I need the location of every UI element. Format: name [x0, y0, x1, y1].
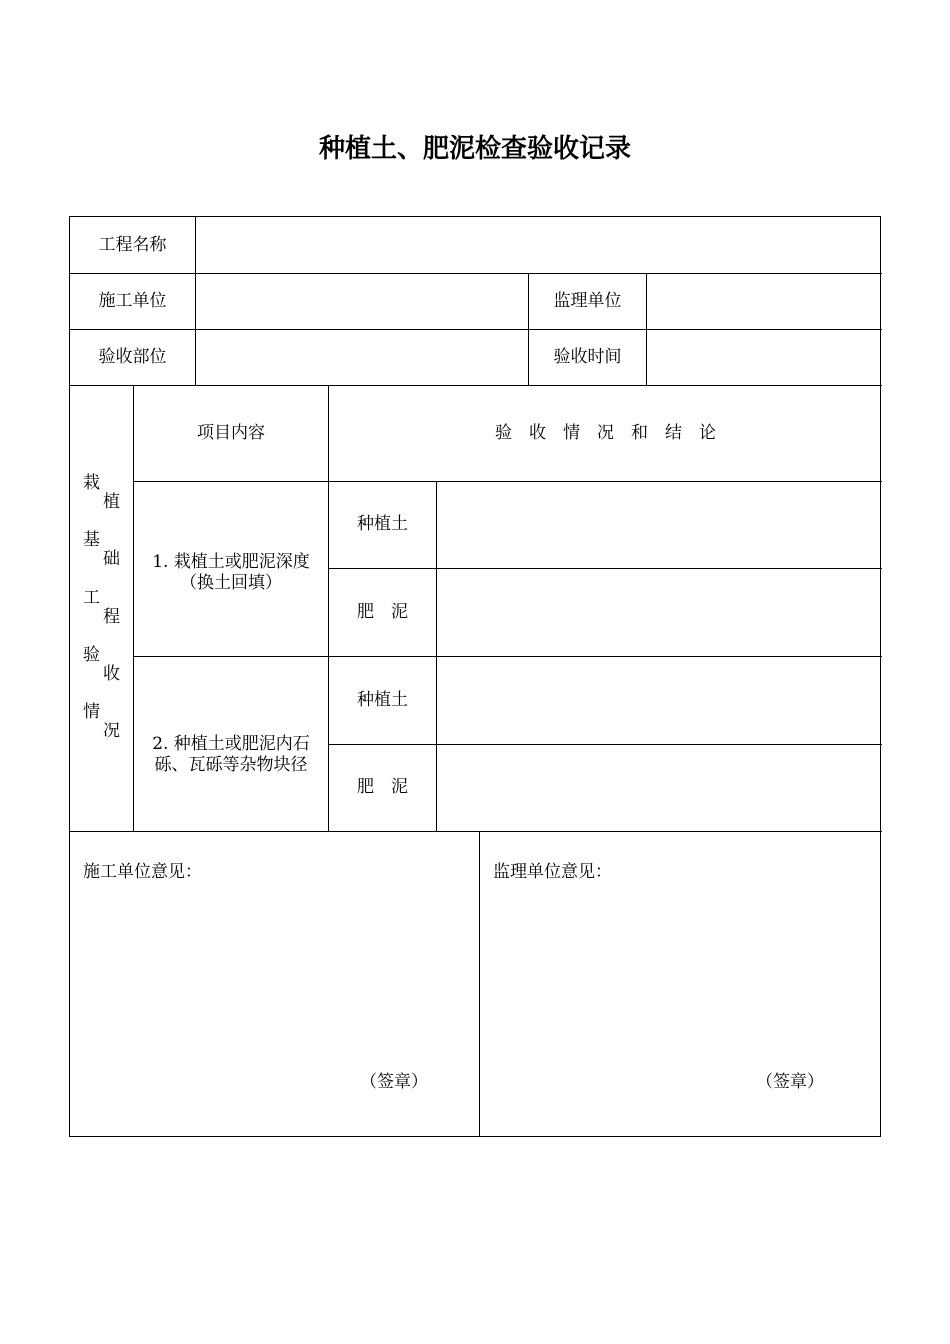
item-2-sub-a-result[interactable] — [437, 656, 882, 744]
side-label-char: 基 — [83, 530, 100, 550]
side-label-char: 况 — [103, 721, 120, 741]
side-label-char: 验 — [83, 645, 100, 665]
item-1-name-line1: 1. 栽植土或肥泥深度 — [152, 552, 310, 573]
side-label-char: 收 — [103, 664, 120, 684]
item-2-name-line2: 砾、瓦砾等杂物块径 — [154, 754, 308, 775]
item-2-sub-b-label: 肥 泥 — [357, 777, 408, 798]
col-divider — [479, 831, 480, 1137]
supervisor-opinion-label: 监理单位意见： — [493, 862, 612, 882]
item-1-sub-b-result[interactable] — [437, 568, 882, 656]
supervisor-label: 监理单位 — [553, 290, 622, 311]
item-2-name — [134, 656, 328, 831]
contractor-seal: （签章） — [360, 1072, 428, 1092]
contractor-opinion-label: 施工单位意见： — [83, 862, 202, 882]
contractor-label: 施工单位 — [98, 290, 167, 311]
supervisor-seal: （签章） — [756, 1072, 824, 1092]
side-label-char: 植 — [103, 492, 120, 512]
item-1-sub-b-label: 肥 泥 — [357, 601, 408, 622]
item-1-sub-a-label: 种植土 — [357, 514, 408, 535]
side-label-char: 情 — [83, 702, 100, 722]
acceptance-record-form — [69, 216, 881, 1137]
contractor-field[interactable] — [196, 273, 528, 329]
side-label-char: 栽 — [83, 473, 100, 493]
item-2-sub-b-result[interactable] — [437, 744, 882, 831]
acceptance-part-label: 验收部位 — [98, 346, 167, 367]
acceptance-part-field[interactable] — [196, 329, 528, 385]
side-label-char: 工 — [83, 588, 100, 608]
item-1-name — [134, 481, 328, 656]
project-name-field[interactable] — [196, 217, 882, 273]
side-label-char: 础 — [103, 549, 120, 569]
page-title: 种植土、肥泥检查验收记录 — [318, 134, 631, 164]
side-label — [70, 385, 133, 831]
acceptance-time-field[interactable] — [647, 329, 882, 385]
acceptance-time-label: 验收时间 — [553, 346, 622, 367]
row-divider — [70, 831, 882, 832]
item-content-header: 项目内容 — [197, 422, 265, 443]
item-2-name-line1: 2. 种植土或肥泥内石 — [152, 734, 310, 755]
item-1-name-line2: （换土回填） — [180, 572, 282, 593]
project-name-label: 工程名称 — [98, 234, 167, 255]
supervisor-field[interactable] — [647, 273, 882, 329]
result-header: 验 收 情 况 和 结 论 — [495, 422, 716, 443]
item-2-sub-a-label: 种植土 — [357, 689, 408, 710]
item-1-sub-a-result[interactable] — [437, 481, 882, 568]
side-label-char: 程 — [103, 607, 120, 627]
